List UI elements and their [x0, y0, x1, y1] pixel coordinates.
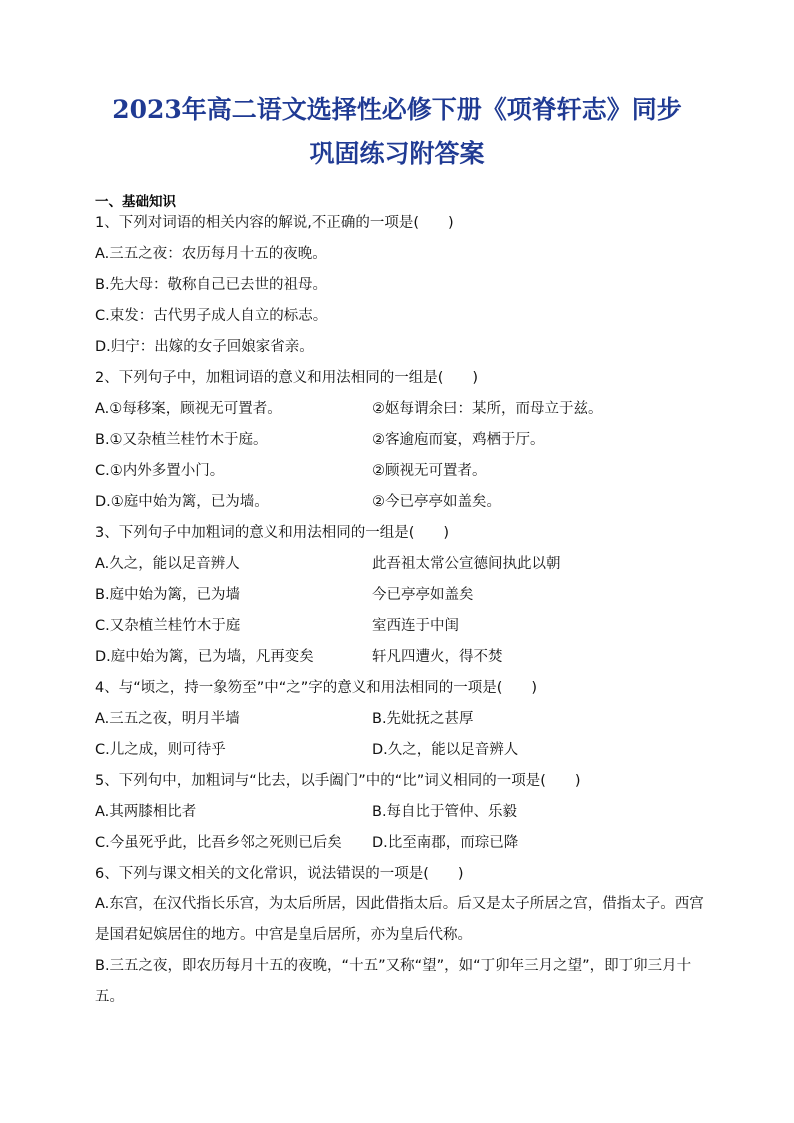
question-5-option-a: A.其两膝相比者: [95, 804, 197, 820]
question-2-option-d-right: ②今已亭亭如盖矣。: [372, 494, 501, 510]
question-5-option-b: B.每自比于管仲、乐毅: [372, 804, 518, 820]
section-heading: 一、基础知识: [95, 194, 176, 210]
document-title-line2: 巩固练习附答案: [309, 139, 485, 168]
question-6-stem: 6、下列与课文相关的文化常识，说法错误的一项是( ): [95, 866, 464, 882]
question-6-option-b: B.三五之夜，即农历每月十五的夜晚，“十五”又称“望”，如“丁卯年三月之望”，即丁卯三月十五。: [95, 958, 692, 1005]
question-2-option-c-left: C.①内外多置小门。: [95, 463, 225, 479]
question-2-option-b-right: ②客逾庖而宴，鸡栖于厅。: [372, 432, 545, 448]
question-3-option-a-right: 此吾祖太常公宣德间执此以朝: [372, 556, 561, 572]
question-4-option-b: B.先妣抚之甚厚: [372, 711, 474, 727]
question-3-option-c-right: 室西连于中闺: [372, 618, 459, 634]
question-4-option-a: A.三五之夜，明月半墙: [95, 711, 240, 727]
question-1-option-c: C.束发：古代男子成人自立的标志。: [95, 308, 328, 324]
question-1-option-a: A.三五之夜：农历每月十五的夜晚。: [95, 246, 327, 262]
question-4-stem: 4、与“顷之，持一象笏至”中“之”字的意义和用法相同的一项是( ): [95, 680, 538, 696]
document-title-line1: 2023年高二语文选择性必修下册《项脊轩志》同步: [112, 95, 682, 124]
question-5-stem: 5、下列句中，加粗词与“比去，以手阖门”中的“比”词义相同的一项是( ): [95, 773, 581, 789]
question-3-option-b-right: 今已亭亭如盖矣: [372, 587, 474, 603]
question-3-option-c-left: C.又杂植兰桂竹木于庭: [95, 618, 241, 634]
question-1-option-b: B.先大母：敬称自己已去世的祖母。: [95, 277, 328, 293]
question-4-option-c: C.儿之成，则可待乎: [95, 742, 226, 758]
question-3-option-b-left: B.庭中始为篱，已为墙: [95, 587, 241, 603]
question-1-option-d: D.归宁：出嫁的女子回娘家省亲。: [95, 339, 314, 355]
question-2-option-d-left: D.①庭中始为篱，已为墙。: [95, 494, 269, 510]
question-5-option-c: C.今虽死乎此，比吾乡邻之死则已后矣: [95, 835, 342, 851]
question-2-option-a-right: ②妪每谓余曰：某所，而母立于兹。: [372, 401, 603, 417]
question-4-option-d: D.久之，能以足音辨人: [372, 742, 519, 758]
question-2-option-c-right: ②顾视无可置者。: [372, 463, 487, 479]
question-3-stem: 3、下列句子中加粗词的意义和用法相同的一组是( ): [95, 525, 450, 541]
question-2-stem: 2、下列句子中，加粗词语的意义和用法相同的一组是( ): [95, 370, 479, 386]
question-5-option-d: D.比至南郡，而琮已降: [372, 835, 519, 851]
question-6-option-a: A.东宫，在汉代指长乐宫，为太后所居，因此借指太后。后又是太子所居之宫，借指太子。西宫是国君妃嫔居住的地方。中宫是皇后居所，亦为皇后代称。: [95, 896, 704, 943]
question-3-option-d-left: D.庭中始为篱，已为墙，凡再变矣: [95, 649, 314, 665]
question-3-option-a-left: A.久之，能以足音辨人: [95, 556, 240, 572]
question-2-option-b-left: B.①又杂植兰桂竹木于庭。: [95, 432, 268, 448]
question-1-stem: 1、下列对词语的相关内容的解说,不正确的一项是( ): [95, 215, 454, 231]
question-2-option-a-left: A.①每移案，顾视无可置者。: [95, 401, 282, 417]
question-3-option-d-right: 轩凡四遭火，得不焚: [372, 649, 503, 665]
